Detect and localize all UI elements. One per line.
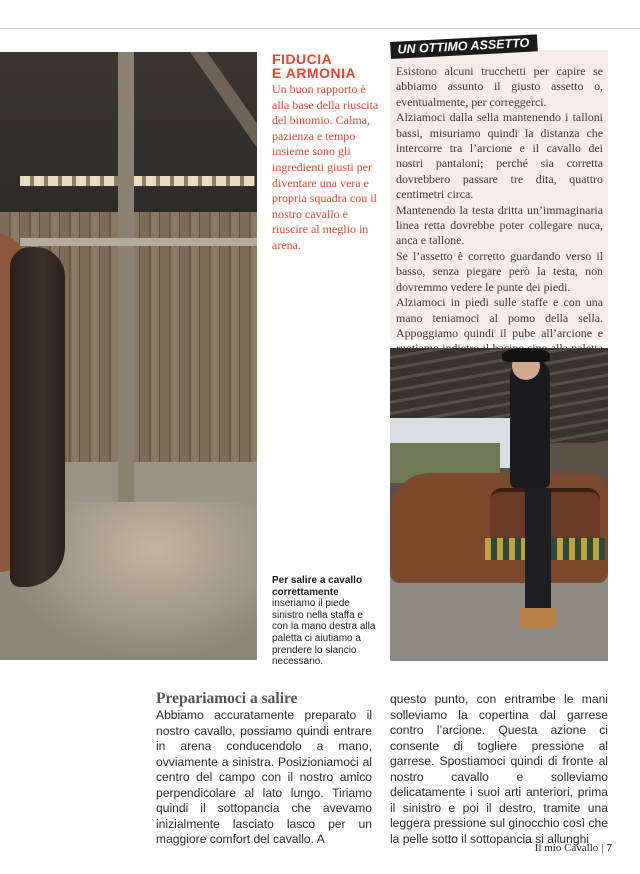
tips-box-text [396,64,603,372]
sidebar-title [272,52,382,80]
photo-caption [272,575,380,668]
tips-paragraph: Esistono alcuni trucchetti per capire se abbiamo assunto il giusto assetto o, eventualmente, per correggerci. [396,64,603,109]
tips-paragraph: Mantenendo la testa dritta un’immaginaria linea retta dovrebbe poter collegare nuca, anca e tallone. [396,202,603,248]
tips-box-label: UN OTTIMO ASSETTO [390,34,538,59]
photo-caption-heading: Per salire a cavallo correttamente [272,575,363,598]
article-column-1: Abbiamo accuratamente preparato il nostro cavallo, possiamo quindi entrare in arena conducendolo a mano, ovviamente a sinistra. Posizioniamoci al centro del campo con il nostro amico perpendicolare al lato lungo. Tiriamo quindi il sottopancia che avevamo inizialmente lasciato lasco per un maggiore comfort del cavallo. A [156,708,372,846]
photo-wooden-post [118,52,134,502]
photo-horse-tail-arena [0,52,257,660]
sidebar-title-line-1: FIDUCIA [272,51,333,67]
top-rule [0,28,640,29]
photo-crossbar [20,238,257,246]
photo-stirrup [520,608,556,628]
footer-separator: | [601,842,604,854]
sidebar-title-line-2: E ARMONIA [272,65,357,81]
tips-paragraph: Alziamoci in piedi sulle staffe e con una mano teniamoci al pomo della sella. Appoggiamo quindi il pube all’arcione e [396,295,603,340]
photo-caption-text: inseriamo il piede sinistro nella staffa e con la mano destra alla paletta ci aiutiamo a prendere lo slancio necessario. [272,598,376,668]
page-number: 7 [606,842,612,854]
article-column-2: questo punto, con entrambe le mani solleviamo la copertina dal garrese contro l’arcione. Questa azione ci consente di togliere pressione al garrese. Spostiamoci quindi di fronte al nostro cavallo e solleviamo delicatamente i suoi arti anteriori, prima il sinistro e poi il destro, tramite una leggera pressione sul ginocchio così che la pelle sotto il sottopancia si allunghi [390,692,608,846]
sidebar-text: Un buon rapporto è alla base della riuscita del binomio. Calma, pazienza e tempo insieme sono gli ingredienti giusti per diventare una vera e propria squadra con il nostro cavallo e riuscire al meglio in arena. [272,82,379,252]
tips-paragraph: Se l’assetto è corretto guardando verso il basso, senza piegare però la testa, non dovremmo vedere le punte dei piedi. [396,248,603,294]
page-footer [535,842,612,854]
photo-rider-hat [502,348,550,362]
magazine-name: Il mio Cavallo [534,842,599,854]
tips-paragraph: Alziamoci dalla sella mantenendo i talloni bassi, misuriamo quindi la distanza che intercorre tra l’arcione e il cavallo dei nostri pantaloni; perché sia corretta dovrebbero passare tre dita, quattro centimetri circa. [396,110,603,202]
photo-rider-on-horse [390,348,608,661]
photo-horse-tail [10,247,65,587]
photo-rider-legs [525,488,551,623]
article-title: Prepariamoci a salire [156,690,298,707]
photo-roof-skylight [20,176,255,186]
